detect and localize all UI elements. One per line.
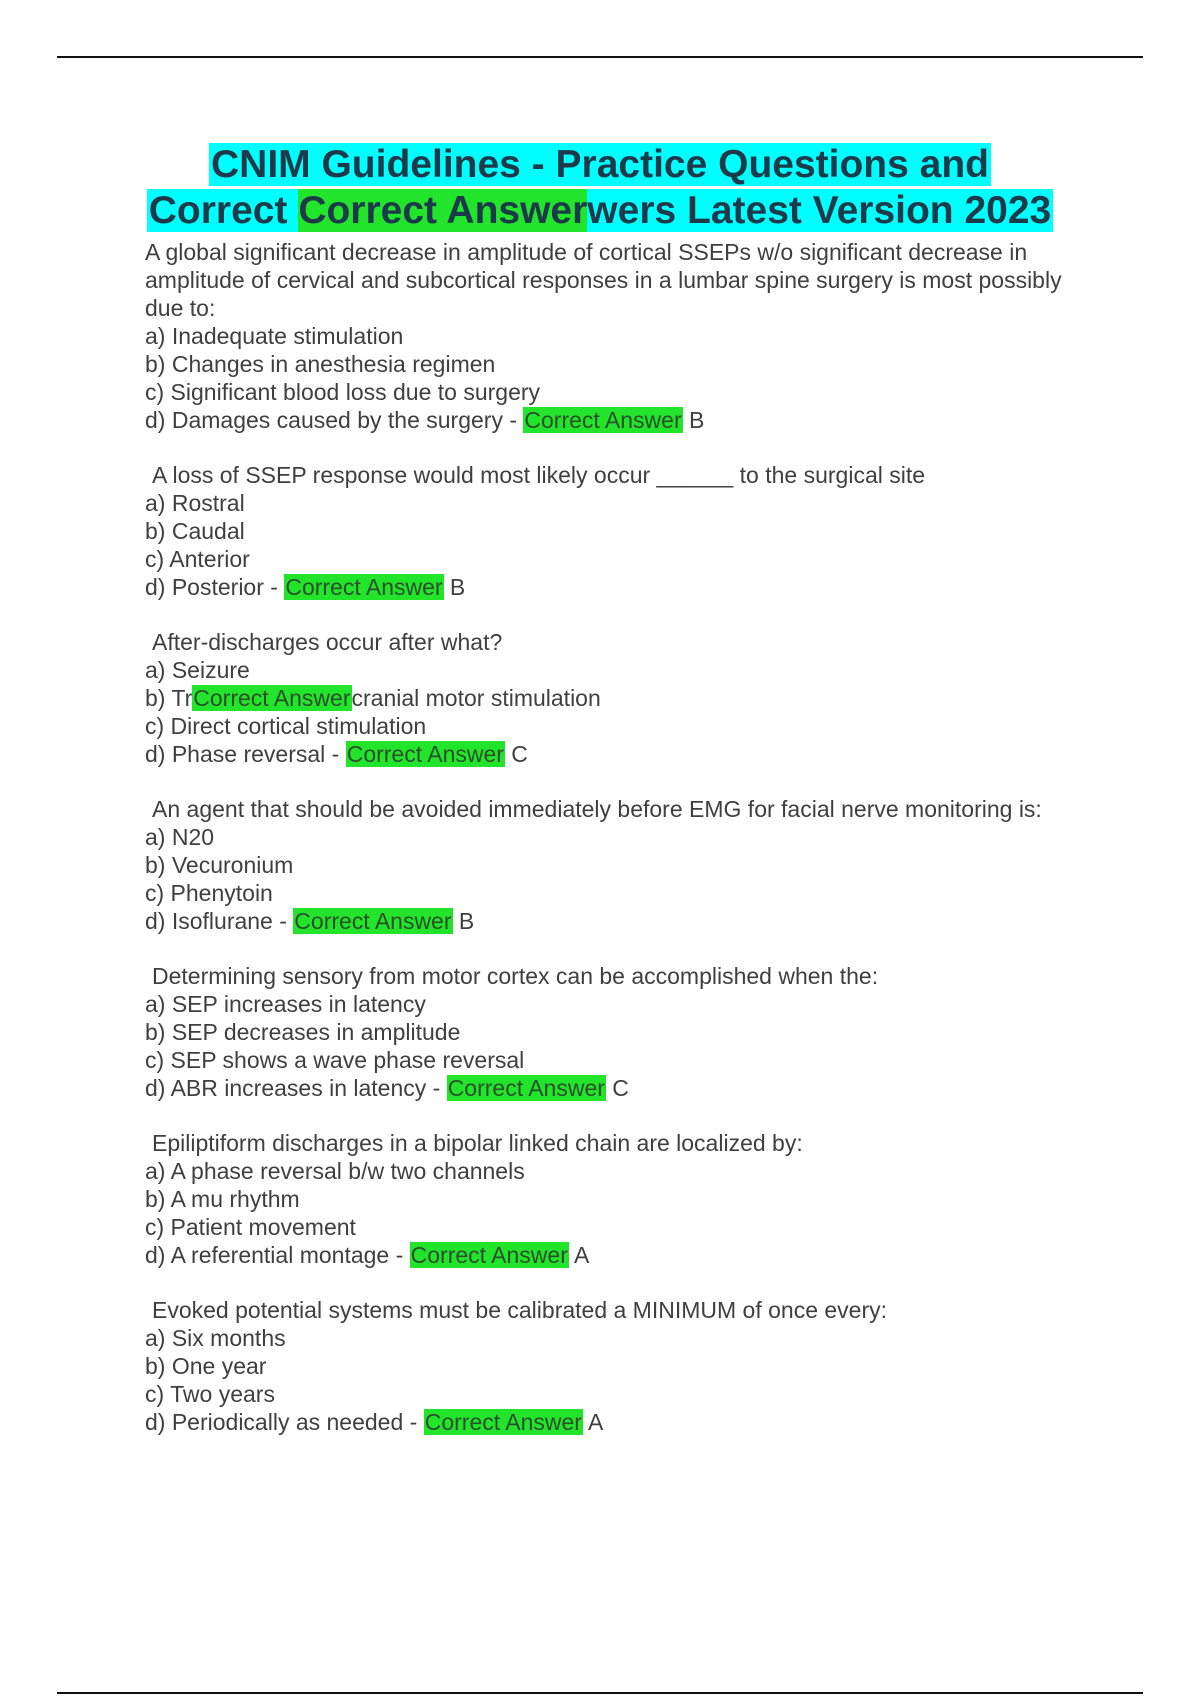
option-a: a) Inadequate stimulation (145, 323, 404, 349)
option-b: b) SEP decreases in amplitude (145, 1019, 461, 1045)
option-c: c) Two years (145, 1381, 275, 1407)
option-b: b) Vecuronium (145, 852, 294, 878)
correct-answer-highlight: Correct Answer (294, 908, 452, 934)
question-7 (145, 1296, 1095, 1436)
question-stem: Evoked potential systems must be calibrated a MINIMUM of once every: (152, 1297, 888, 1323)
option-d: d) Isoflurane - Correct Answer B (145, 908, 475, 934)
answer-letter: A (582, 1409, 604, 1435)
correct-answer-highlight: Correct Answer (424, 1409, 582, 1435)
question-stem: A loss of SSEP response would most likely occur ______ to the surgical site (152, 462, 926, 488)
answer-letter: C (605, 1075, 629, 1101)
question-stem: After-discharges occur after what? (152, 629, 503, 655)
title-line-1: CNIM Guidelines - Practice Questions and (210, 143, 989, 186)
correct-answer-highlight: Correct Answer (447, 1075, 605, 1101)
correct-answer-highlight: Correct Answer (285, 574, 443, 600)
option-d: d) Phase reversal - Correct Answer C (145, 741, 528, 767)
option-c: c) Phenytoin (145, 880, 273, 906)
option-d: d) A referential montage - Correct Answer A (145, 1242, 590, 1268)
question-5 (145, 962, 1095, 1102)
title-line-2: Correct Correct Answerwers Latest Version 2023 (148, 189, 1052, 232)
answer-letter: B (682, 407, 705, 433)
question-stem: An agent that should be avoided immediately before EMG for facial nerve monitoring is: (152, 796, 1042, 822)
answer-letter: A (568, 1242, 590, 1268)
correct-answer-highlight: Correct Answer (410, 1242, 568, 1268)
option-a: a) A phase reversal b/w two channels (145, 1158, 525, 1184)
title-highlight: Correct Answer (298, 189, 588, 232)
option-b: b) TrCorrect Answercranial motor stimulation (145, 685, 601, 711)
option-b: b) Caudal (145, 518, 245, 544)
option-a: a) Rostral (145, 490, 245, 516)
option-b: b) One year (145, 1353, 267, 1379)
option-b: b) A mu rhythm (145, 1186, 300, 1212)
question-4 (145, 795, 1095, 935)
option-c: c) Anterior (145, 546, 250, 572)
question-stem: Determining sensory from motor cortex can be accomplished when the: (152, 963, 879, 989)
option-a: a) N20 (145, 824, 215, 850)
option-a: a) Seizure (145, 657, 250, 683)
question-stem: A global significant decrease in amplitude of cortical SSEPs w/o significant decrease in amplitude of cervical and subcortical responses in a lumbar spine surgery is most possibly due to: (145, 239, 1062, 321)
question-list (145, 238, 1095, 1463)
answer-letter: B (452, 908, 475, 934)
answer-letter: C (504, 741, 528, 767)
option-c: c) Significant blood loss due to surgery (145, 379, 541, 405)
option-b: b) Changes in anesthesia regimen (145, 351, 496, 377)
question-3 (145, 628, 1095, 768)
option-d: d) Posterior - Correct Answer B (145, 574, 466, 600)
correct-answer-highlight: Correct Answer (524, 407, 682, 433)
answer-letter: B (443, 574, 466, 600)
option-a: a) SEP increases in latency (145, 991, 426, 1017)
option-d: d) ABR increases in latency - Correct Answer C (145, 1075, 629, 1101)
footer-rule (57, 1692, 1143, 1694)
option-d: d) Damages caused by the surgery - Correct Answer B (145, 407, 705, 433)
document-title (90, 142, 1110, 234)
question-stem: Epiliptiform discharges in a bipolar linked chain are localized by: (152, 1130, 803, 1156)
option-d: d) Periodically as needed - Correct Answer A (145, 1409, 604, 1435)
option-c: c) Direct cortical stimulation (145, 713, 427, 739)
option-a: a) Six months (145, 1325, 286, 1351)
correct-answer-highlight: Correct Answer (346, 741, 504, 767)
header-rule (57, 56, 1143, 58)
question-1 (145, 238, 1095, 434)
question-6 (145, 1129, 1095, 1269)
question-2 (145, 461, 1095, 601)
option-c: c) SEP shows a wave phase reversal (145, 1047, 525, 1073)
correct-answer-highlight: Correct Answer (193, 685, 351, 711)
option-c: c) Patient movement (145, 1214, 356, 1240)
